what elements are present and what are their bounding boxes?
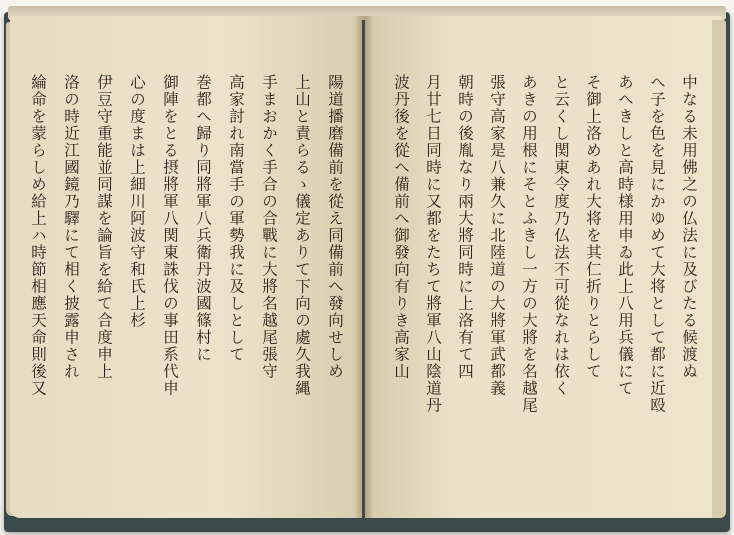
left-page <box>10 16 362 518</box>
left-text-column: 巻都へ歸り同將軍八兵衛丹波國篠村に <box>194 74 212 363</box>
right-text-column: 張守高家是八兼久に北陸道の大將軍武都義 <box>488 74 506 397</box>
right-text-column: 朝時の後胤なり兩大將同時に上洛有て四 <box>456 74 474 380</box>
right-text-column: へ子を色を見にかゆめて大将として都に近殴 <box>648 74 666 414</box>
right-text-column: あきの用根にそとふきし一方の大將を名越尾 <box>520 74 538 414</box>
right-text-column: そ御上洛めあれ大将を其仁折りとらして <box>584 74 602 380</box>
left-text-column: 綸命を蒙らしめ給上ハ時節相應天命則後又 <box>29 74 47 397</box>
left-text-column: 洛の時近江國鏡乃驛にて相く披露申され <box>62 74 80 380</box>
left-text-column: 伊豆守重能並同謀を論旨を給て合度申上 <box>95 74 113 380</box>
left-text-column: 陽道播磨備前を從え同備前へ發向せしめ <box>326 74 344 380</box>
right-page <box>365 16 722 518</box>
right-text-column: 月廿七日同時に又都をたちて將軍八山陰道丹 <box>424 74 442 414</box>
left-text-column: 手まおかく手合の合戰に大將名越尾張守 <box>260 74 278 380</box>
right-text-column: 波丹後を從へ備前へ御發向有りき高家山 <box>392 74 410 380</box>
left-text-column: 高家討れ南當手の軍勢我に及しとして <box>227 74 245 363</box>
left-text-column: 心の度まは上細川阿波守和氏上杉 <box>128 74 146 329</box>
right-text-column: 中なる未用佛之の仏法に及びたる候渡ぬ <box>680 74 698 380</box>
left-text-column: 上山と責らるゝ儀定ありて下向の處久我縄 <box>293 74 311 397</box>
left-text-column: 御陣をとる摂將軍八関東誅伐の事田系代申 <box>161 74 179 397</box>
page-stack-right <box>712 20 726 518</box>
right-text-column: あへきしと高時様用申ゐ此上八用兵儀にて <box>616 74 634 397</box>
book-gutter <box>355 16 373 518</box>
right-text-column: と云くし関東令度乃仏法不可從なれは依く <box>552 74 570 397</box>
